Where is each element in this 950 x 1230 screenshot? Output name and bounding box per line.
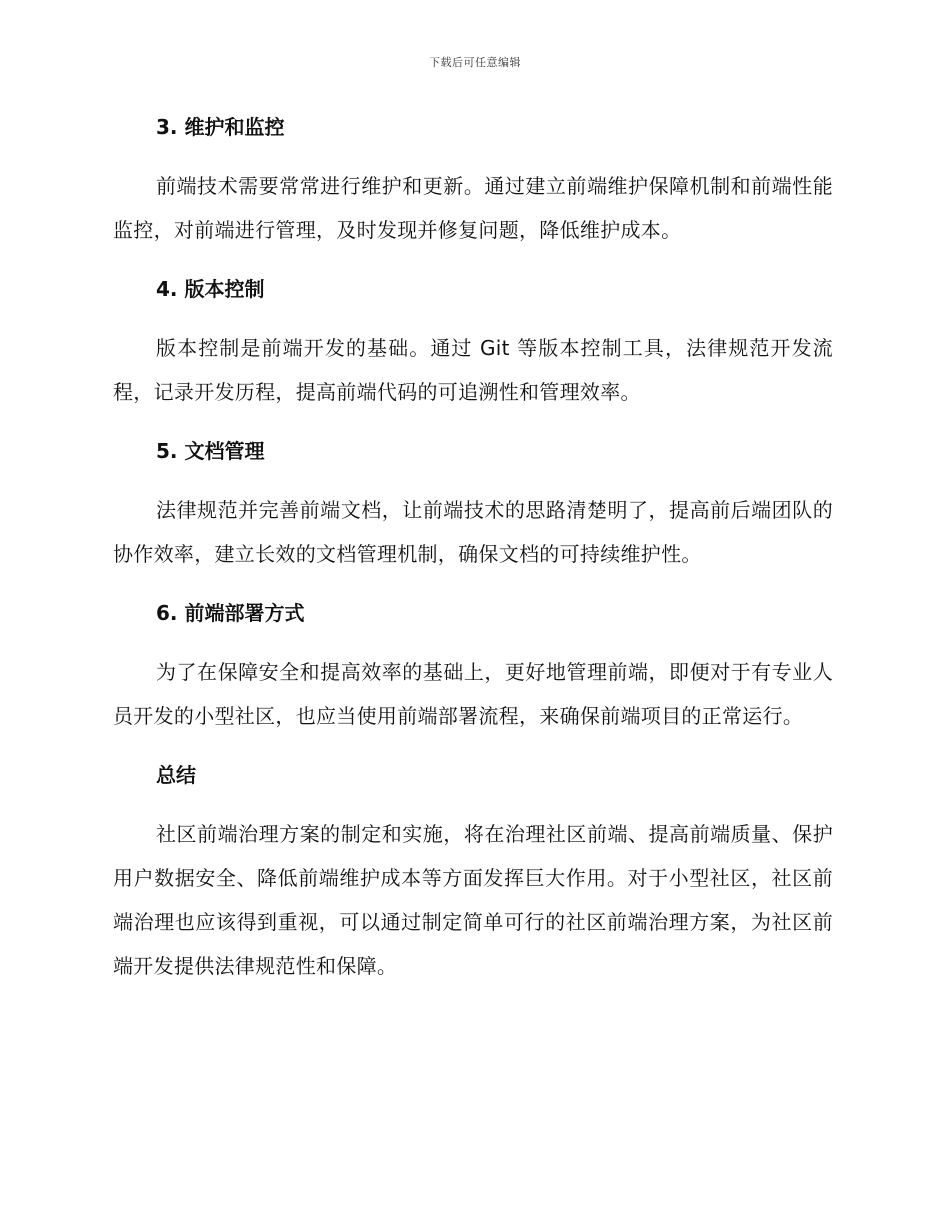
section-deployment bbox=[113, 598, 833, 738]
section-paragraph: 前端技术需要常常进行维护和更新。通过建立前端维护保障机制和前端性能监控，对前端进行管理，及时发现并修复问题，降低维护成本。 bbox=[113, 174, 833, 242]
section-heading: 3. 维护和监控 bbox=[156, 115, 285, 139]
section-summary bbox=[113, 760, 833, 988]
section-paragraph: 版本控制是前端开发的基础。通过 Git 等版本控制工具，法律规范开发流程，记录开发历程，提高前端代码的可追溯性和管理效率。 bbox=[113, 336, 833, 404]
section-maintenance bbox=[113, 112, 833, 252]
section-paragraph: 社区前端治理方案的制定和实施，将在治理社区前端、提高前端质量、保护用户数据安全、降低前端维护成本等方面发挥巨大作用。对于小型社区，社区前端治理也应该得到重视，可以通过制定简单可行的社区前端治理方案，为社区前端开发提供法律规范性和保障。 bbox=[113, 822, 833, 978]
document-body bbox=[113, 112, 833, 1010]
section-paragraph: 为了在保障安全和提高效率的基础上，更好地管理前端，即便对于有专业人员开发的小型社区，也应当使用前端部署流程，来确保前端项目的正常运行。 bbox=[113, 660, 833, 728]
section-documentation bbox=[113, 436, 833, 576]
section-heading: 5. 文档管理 bbox=[156, 439, 265, 463]
section-heading: 4. 版本控制 bbox=[156, 277, 265, 301]
section-version-control bbox=[113, 274, 833, 414]
section-paragraph: 法律规范并完善前端文档，让前端技术的思路清楚明了，提高前后端团队的协作效率，建立长效的文档管理机制，确保文档的可持续维护性。 bbox=[113, 498, 833, 566]
section-heading: 总结 bbox=[156, 763, 196, 787]
page-header: 下载后可任意编辑 bbox=[429, 56, 521, 69]
section-heading: 6. 前端部署方式 bbox=[156, 601, 305, 625]
